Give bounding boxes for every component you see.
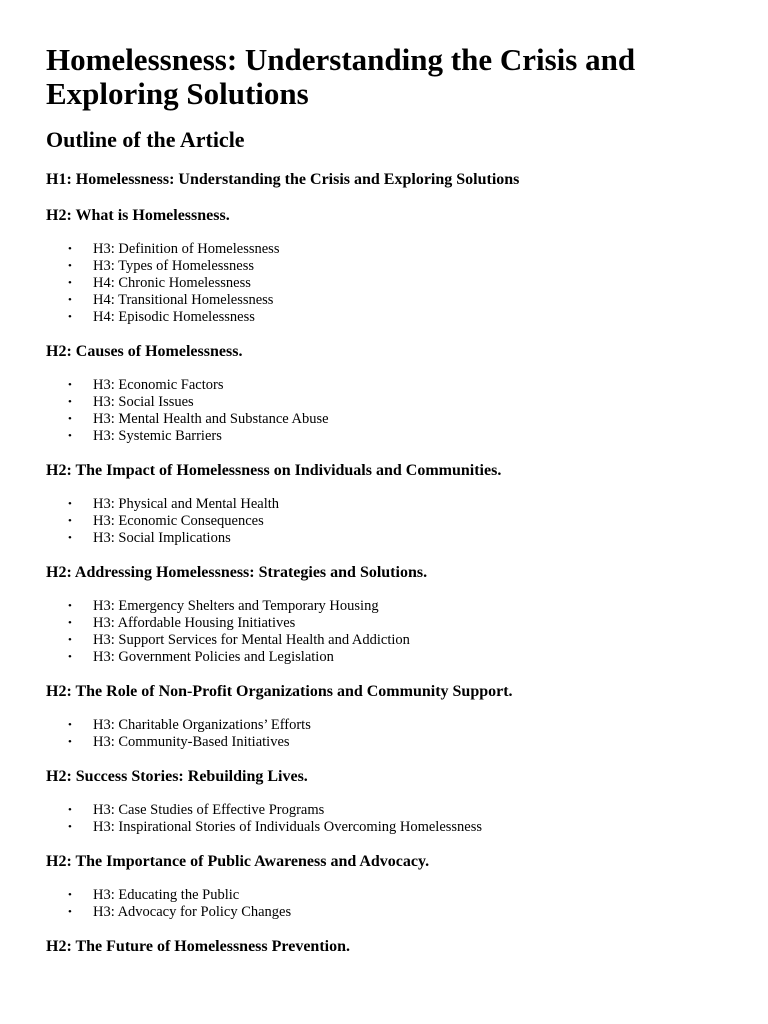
list-item <box>46 394 728 411</box>
list-item-label: H3: Mental Health and Substance Abuse <box>93 411 329 427</box>
section-heading: H2: What is Homelessness. <box>46 207 230 224</box>
bullet-list <box>46 598 728 666</box>
outline-section <box>46 342 728 445</box>
bullet-list <box>46 377 728 445</box>
list-item-label: H3: Inspirational Stories of Individuals Overcoming Homelessness <box>93 819 483 835</box>
list-item <box>46 292 728 309</box>
list-item <box>46 632 728 649</box>
bullet-list <box>46 717 728 751</box>
list-item <box>46 904 728 921</box>
list-item <box>46 241 728 258</box>
list-item <box>46 802 728 819</box>
outline-section <box>46 461 728 547</box>
list-item-label: H3: Affordable Housing Initiatives <box>93 615 296 631</box>
list-item <box>46 615 728 632</box>
outline-h1-line: H1: Homelessness: Understanding the Crisis and Exploring Solutions <box>46 171 520 188</box>
section-heading: H2: The Future of Homelessness Prevention. <box>46 938 350 955</box>
bullet-icon: • <box>68 600 72 612</box>
bullet-list <box>46 496 728 547</box>
outline-section <box>46 767 728 836</box>
bullet-icon: • <box>68 396 72 408</box>
bullet-icon: • <box>68 277 72 289</box>
list-item <box>46 258 728 275</box>
bullet-icon: • <box>68 906 72 918</box>
list-item-label: H4: Chronic Homelessness <box>93 275 251 291</box>
bullet-icon: • <box>68 294 72 306</box>
list-item-label: H3: Economic Consequences <box>93 513 264 529</box>
list-item <box>46 530 728 547</box>
list-item <box>46 649 728 666</box>
bullet-icon: • <box>68 889 72 901</box>
list-item <box>46 411 728 428</box>
bullet-icon: • <box>68 260 72 272</box>
page-title: Homelessness: Understanding the Crisis and Exploring Solutions <box>46 42 636 111</box>
bullet-icon: • <box>68 498 72 510</box>
bullet-icon: • <box>68 634 72 646</box>
list-item <box>46 734 728 751</box>
bullet-list <box>46 241 728 326</box>
bullet-icon: • <box>68 804 72 816</box>
list-item-label: H3: Systemic Barriers <box>93 428 222 444</box>
outline-section <box>46 206 728 326</box>
list-item-label: H3: Government Policies and Legislation <box>93 649 334 665</box>
list-item-label: H3: Educating the Public <box>93 887 240 903</box>
list-item-label: H3: Case Studies of Effective Programs <box>93 802 325 818</box>
bullet-icon: • <box>68 430 72 442</box>
section-heading: H2: The Impact of Homelessness on Individuals and Communities. <box>46 462 502 479</box>
bullet-icon: • <box>68 719 72 731</box>
list-item <box>46 887 728 904</box>
bullet-icon: • <box>68 617 72 629</box>
list-item <box>46 598 728 615</box>
bullet-icon: • <box>68 243 72 255</box>
list-item <box>46 377 728 394</box>
outline-section <box>46 682 728 751</box>
bullet-icon: • <box>68 515 72 527</box>
section-heading: H2: Success Stories: Rebuilding Lives. <box>46 768 308 785</box>
list-item-label: H3: Social Implications <box>93 530 231 546</box>
outline-heading: Outline of the Article <box>46 127 245 152</box>
bullet-icon: • <box>68 736 72 748</box>
list-item-label: H3: Physical and Mental Health <box>93 496 280 512</box>
list-item <box>46 309 728 326</box>
bullet-list <box>46 802 728 836</box>
outline-section <box>46 852 728 921</box>
outline-section <box>46 563 728 666</box>
list-item-label: H3: Charitable Organizations’ Efforts <box>93 717 311 733</box>
list-item-label: H3: Community-Based Initiatives <box>93 734 290 750</box>
list-item-label: H3: Support Services for Mental Health and Addiction <box>93 632 410 648</box>
bullet-list <box>46 887 728 921</box>
list-item <box>46 275 728 292</box>
list-item-label: H3: Social Issues <box>93 394 194 410</box>
bullet-icon: • <box>68 379 72 391</box>
outline-sections <box>46 206 728 957</box>
list-item-label: H3: Emergency Shelters and Temporary Housing <box>93 598 379 614</box>
bullet-icon: • <box>68 413 72 425</box>
list-item <box>46 496 728 513</box>
list-item <box>46 819 728 836</box>
bullet-icon: • <box>68 311 72 323</box>
bullet-icon: • <box>68 651 72 663</box>
list-item <box>46 428 728 445</box>
list-item <box>46 717 728 734</box>
list-item-label: H3: Types of Homelessness <box>93 258 255 274</box>
section-heading: H2: The Role of Non-Profit Organizations and Community Support. <box>46 683 513 700</box>
section-heading: H2: The Importance of Public Awareness and Advocacy. <box>46 853 430 870</box>
bullet-icon: • <box>68 821 72 833</box>
list-item-label: H4: Transitional Homelessness <box>93 292 274 308</box>
list-item-label: H3: Definition of Homelessness <box>93 241 280 257</box>
section-heading: H2: Addressing Homelessness: Strategies and Solutions. <box>46 564 428 581</box>
list-item-label: H4: Episodic Homelessness <box>93 309 255 325</box>
list-item <box>46 513 728 530</box>
outline-section <box>46 937 728 957</box>
list-item-label: H3: Advocacy for Policy Changes <box>93 904 292 920</box>
list-item-label: H3: Economic Factors <box>93 377 224 393</box>
bullet-icon: • <box>68 532 72 544</box>
section-heading: H2: Causes of Homelessness. <box>46 343 243 360</box>
